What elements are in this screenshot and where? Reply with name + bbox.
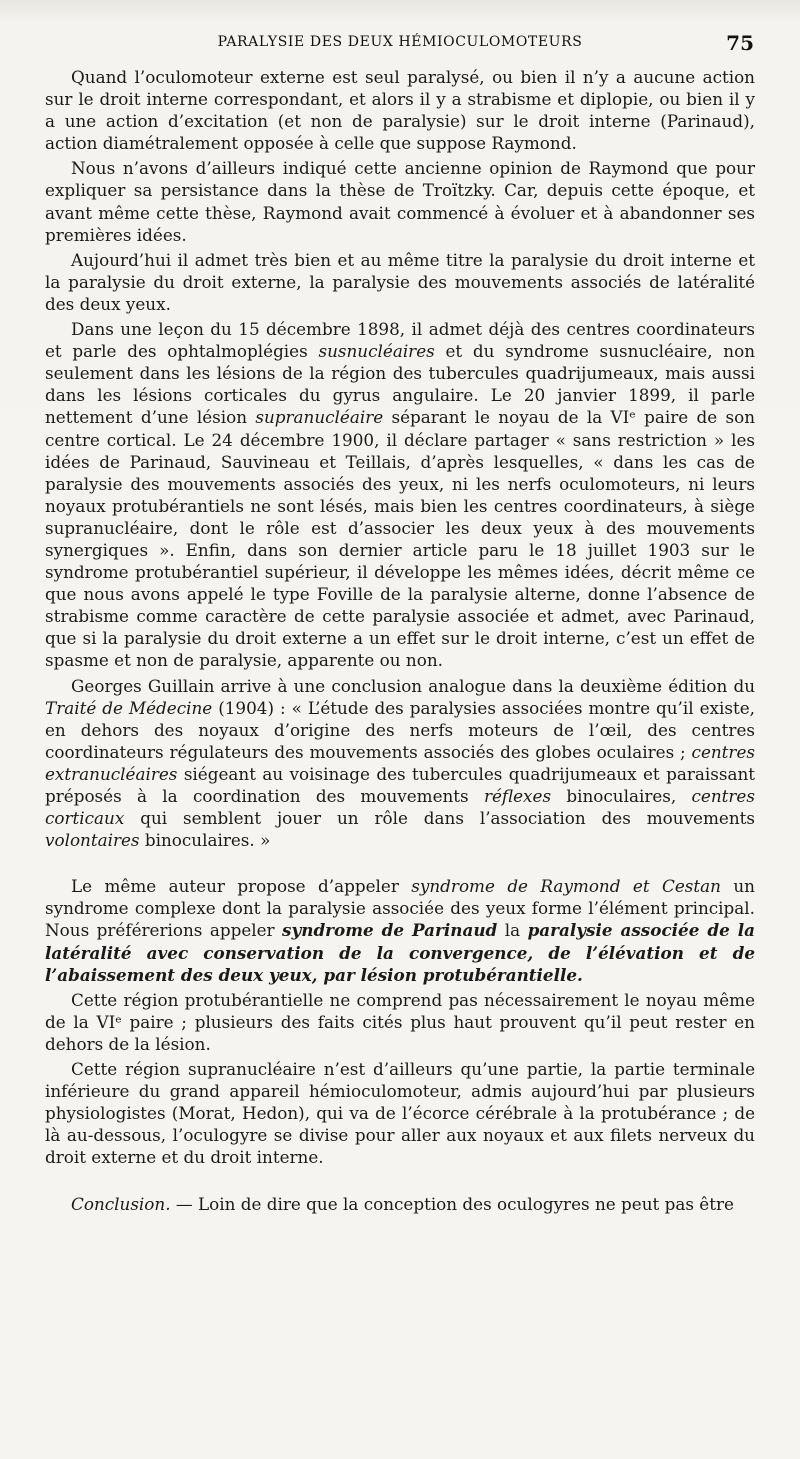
- paragraph-conclusion: [45, 1193, 755, 1215]
- text-run: la: [497, 920, 528, 941]
- paragraph-3: Aujourd’hui il admet très bien et au même titre la paralysie du droit interne et la paralysie du droit externe, la paralysie des mouvements associés de latéralité des deux yeux.: [45, 249, 755, 314]
- text-run: — Loin de dire que la conception des oculogyres ne peut pas être: [170, 1193, 734, 1214]
- paragraph-4: [45, 318, 755, 672]
- italic-term-extranucleaires: centres extranucléaires: [45, 741, 755, 784]
- text-run: siégeant au voisinage des tubercules quadrijumeaux et paraissant préposés à la coordination des mouvements: [45, 763, 755, 806]
- paragraph-1: Quand l’oculomoteur externe est seul paralysé, ou bien il n’y a aucune action sur le droit interne correspondant, et alors il y a strabisme et diplopie, ou bien il y a une action d’excitation (et non de paralysie) sur le droit interne (Parinaud), action diamétralement opposée à celle que suppose Raymond.: [45, 67, 755, 154]
- text-run: Dans une leçon du 15 décembre 1898, il admet déjà des centres coordinateurs et parle des ophtalmoplégies: [45, 319, 755, 362]
- running-head: [40, 31, 760, 58]
- text-run: un syndrome complexe dont la paralysie associée des yeux forme l’élément principal. Nous préférerions appeler: [45, 876, 755, 941]
- text-run: Georges Guillain arrive à une conclusion analogue dans la deuxième édition du: [71, 675, 755, 696]
- italic-term-reflexes: réflexes: [483, 786, 552, 806]
- page-number: 75: [726, 31, 754, 55]
- conclusion-label: Conclusion.: [71, 1193, 171, 1214]
- bold-italic-term-syndrome-parinaud: syndrome de Parinaud: [282, 920, 498, 941]
- text-run: (1904) : « L’étude des paralysies associées montre qu’il existe, en dehors des noyaux d’origine des nerfs moteurs de l’œil, des centres coordinateurs régulateurs des mouvements associés des globes oculaires ;: [45, 697, 755, 762]
- italic-term-supranucleaire: supranucléaire: [255, 407, 384, 428]
- text-run: Le même auteur propose d’appeler: [71, 876, 412, 897]
- text-run: binoculaires. »: [139, 830, 271, 851]
- running-title: PARALYSIE DES DEUX HÉMIOCULOMOTEURS: [217, 34, 583, 50]
- paragraph-7: Cette région protubérantielle ne comprend pas nécessairement le noyau même de la VIᵉ paire ; plusieurs des faits cités plus haut prouvent qu’il peut rester en dehors de la lésion.: [45, 989, 755, 1054]
- bold-italic-definition: paralysie associée de la latéralité avec conservation de la convergence, de l’élévation et de l’abaissement des deux yeux, par lésion protubérantielle.: [45, 920, 755, 985]
- italic-term-susnucleaires: susnucléaires: [318, 341, 435, 362]
- italic-title-traite: Traité de Médecine: [45, 697, 213, 718]
- italic-term-corticaux: centres corticaux: [45, 786, 755, 829]
- text-run: binoculaires,: [551, 786, 692, 806]
- paragraph-8: Cette région supranucléaire n’est d’ailleurs qu’une partie, la partie terminale inférieure du grand appareil hémioculomoteur, admis aujourd’hui par plusieurs physiologistes (Morat, Hedon), qui va de l’écorce cérébrale à la protubérance ; de là au-dessous, l’oculogyre se divise pour aller aux noyaux et aux filets nerveux du droit externe et du droit interne.: [45, 1059, 755, 1168]
- text-run: qui semblent jouer un rôle dans l’association des mouvements: [124, 808, 755, 829]
- paragraph-6: [45, 875, 755, 985]
- paragraph-2: Nous n’avons d’ailleurs indiqué cette ancienne opinion de Raymond que pour expliquer sa persistance dans la thèse de Troïtzky. Car, depuis cette époque, et avant même cette thèse, Raymond avait commencé à évoluer et à abandonner ses premières idées.: [45, 158, 755, 245]
- italic-term-volontaires: volontaires: [45, 830, 140, 851]
- text-run: séparant le noyau de la VIᵉ paire de son centre cortical. Le 24 décembre 1900, il déclare partager « sans restriction » les idées de Parinaud, Sauvineau et Teillais, d’après lesquelles, « dans les cas de paralysie des mouvements associés des yeux, ni les nerfs oculomoteurs, ni leurs noyaux protubérantiels ne sont lésés, mais bien les centres coordinateurs, à siège supranucléaire, dont le rôle est d’associer les deux yeux à des mouvements synergiques ». Enfin, dans son dernier article paru le 18 juillet 1903 sur le syndrome protubérantiel supérieur, il développe les mêmes idées, décrit même ce que nous avons appelé le type Foville de la paralysie alterne, donne l’absence de strabisme comme caractère de cette paralysie associée et admet, avec Parinaud, que si la paralysie du droit externe a un effet sur le droit interne, c’est un effet de spasme et non de paralysie, apparente ou non.: [45, 407, 755, 671]
- body-text: [45, 66, 755, 1215]
- italic-term-syndrome-raymond-cestan: syndrome de Raymond et Cestan: [411, 876, 721, 897]
- text-run: et du syndrome susnucléaire, non seulement dans les lésions de la région des tubercules quadrijumeaux, mais aussi dans les lésions corticales du gyrus angulaire. Le 20 janvier 1899, il parle nettement d’une lésion: [45, 341, 756, 428]
- paragraph-5: [45, 675, 755, 852]
